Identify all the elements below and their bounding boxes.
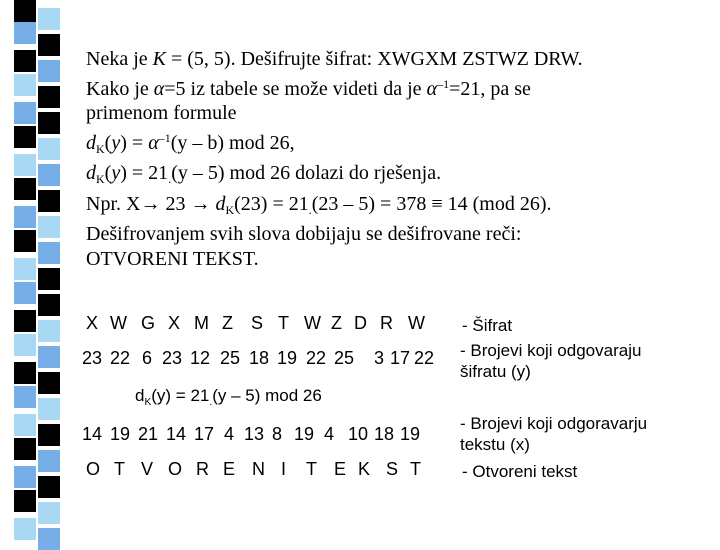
cipher-letter: X [86, 313, 99, 333]
cipher-letter: W [408, 313, 425, 333]
decryption-formula: $d_K(y) = 21_.(y - 5)$ mod 26 [135, 386, 322, 408]
plain-number: 19 [110, 424, 131, 444]
strip-square [38, 34, 60, 56]
cipher-number: 17 [390, 348, 411, 368]
strip-square [14, 518, 36, 540]
strip-square [38, 476, 60, 498]
strip-square [14, 282, 36, 304]
strip-square [38, 190, 60, 212]
cipher-number: 3 [374, 348, 385, 368]
line-decrypt-all: Dešifrovanjem svih slova dobijaju se dešifrovane reči: [86, 223, 522, 245]
plain-number: 21 [138, 424, 159, 444]
strip-square [14, 386, 36, 408]
plain-number: 4 [324, 424, 335, 444]
line-plaintext: OTVORENI TEKST. [86, 247, 259, 270]
plain-letter: T [410, 459, 421, 479]
plain-number: 18 [374, 424, 395, 444]
line-example: Npr. $X\to 23 \to d_K(23) = 21_.(23 - 5) = 378 \equiv 14$ (mod 26). [86, 192, 552, 217]
cipher-number: 6 [142, 348, 153, 368]
strip-square [38, 294, 60, 316]
cipher-number: 22 [414, 348, 435, 368]
cipher-letter: T [278, 313, 289, 333]
cipher-letter: W [110, 313, 127, 333]
plain-number: 17 [194, 424, 215, 444]
plain-number: 19 [400, 424, 421, 444]
strip-square [38, 450, 60, 472]
cipher-number: 18 [249, 348, 270, 368]
cipher-letter: M [194, 313, 209, 333]
plain-letter: E [223, 459, 236, 479]
plain-letter: S [386, 459, 399, 479]
cipher-letter: W [304, 313, 321, 333]
plain-number: 14 [82, 424, 103, 444]
plain-number: 4 [224, 424, 235, 444]
strip-square [38, 528, 60, 550]
strip-square [38, 268, 60, 290]
cipher-number: 22 [110, 348, 131, 368]
strip-square [14, 74, 36, 96]
strip-square [38, 86, 60, 108]
decorative-side-strip [0, 0, 70, 540]
cipher-letter: D [354, 313, 367, 333]
strip-square [14, 0, 36, 22]
strip-square [14, 362, 36, 384]
strip-square [14, 414, 36, 436]
strip-square [38, 398, 60, 420]
strip-square [38, 138, 60, 160]
line-formula-general: $d_K(y) = \alpha^{-1}(y - b)$ mod 26, [86, 130, 295, 156]
strip-square [14, 102, 36, 124]
line-formula-intro: primenom formule [86, 102, 237, 124]
cipher-number: 23 [82, 348, 103, 368]
strip-square [14, 206, 36, 228]
strip-square [38, 216, 60, 238]
note-brojevi-sifratu: - Brojevi koji odgovaraju šifratu (y) [460, 341, 642, 381]
cipher-number: 23 [162, 348, 183, 368]
strip-square [38, 502, 60, 524]
plain-letter: K [358, 459, 371, 479]
cipher-number: 19 [277, 348, 298, 368]
strip-square [14, 310, 36, 332]
strip-square [14, 126, 36, 148]
note-otvoreni-tekst: - Otvoreni tekst [462, 462, 578, 481]
strip-square [38, 346, 60, 368]
cipher-letter: X [168, 313, 181, 333]
plain-letter: T [114, 459, 125, 479]
strip-square [14, 154, 36, 176]
cipher-letter: R [380, 313, 393, 333]
strip-square [38, 60, 60, 82]
line-alpha: Kako je α=5 iz tabele se može videti da je $\alpha^{-1}=21$, pa se [86, 76, 531, 100]
strip-square [38, 242, 60, 264]
cipher-letter: S [251, 313, 264, 333]
line-task: Neka je K = (5, 5). Dešifrujte šifrat: XWGXM ZSTWZ DRW. [86, 48, 583, 70]
cipher-number: 22 [306, 348, 327, 368]
strip-square [38, 424, 60, 446]
strip-square [38, 8, 60, 30]
strip-square [38, 372, 60, 394]
note-brojevi-tekstu: - Brojevi koji odgoravarju tekstu (x) [460, 414, 648, 454]
plain-number: 10 [348, 424, 369, 444]
strip-square [38, 164, 60, 186]
strip-square [14, 50, 36, 72]
line-formula-specific: $d_K(y) = 21_.(y - 5)$ mod 26 dolazi do rješenja. [86, 162, 442, 186]
cipher-letter: G [141, 313, 156, 333]
cipher-number: 12 [190, 348, 211, 368]
plain-letter: N [252, 459, 265, 479]
plain-number: 14 [166, 424, 187, 444]
strip-square [14, 490, 36, 512]
strip-square [14, 466, 36, 488]
cipher-number: 25 [220, 348, 241, 368]
cipher-letter: Z [222, 313, 233, 333]
plain-number: 13 [244, 424, 265, 444]
strip-square [14, 258, 36, 280]
plain-letter: R [196, 459, 209, 479]
plain-letter: E [334, 459, 347, 479]
plain-letter: V [141, 459, 154, 479]
slide-body-text [86, 47, 583, 271]
strip-square [14, 22, 36, 44]
strip-square [14, 230, 36, 252]
strip-square [14, 438, 36, 460]
cipher-letter: Z [331, 313, 342, 333]
strip-square [38, 112, 60, 134]
strip-square [38, 320, 60, 342]
strip-square [14, 334, 36, 356]
plain-letter: T [306, 459, 317, 479]
note-sifrat: - Šifrat [462, 316, 513, 335]
plain-number: 19 [294, 424, 315, 444]
plain-letter: O [168, 459, 183, 479]
strip-square [14, 178, 36, 200]
plain-letter: I [281, 459, 287, 479]
plain-number: 8 [272, 424, 283, 444]
plain-letter: O [86, 459, 101, 479]
cipher-number: 25 [334, 348, 355, 368]
